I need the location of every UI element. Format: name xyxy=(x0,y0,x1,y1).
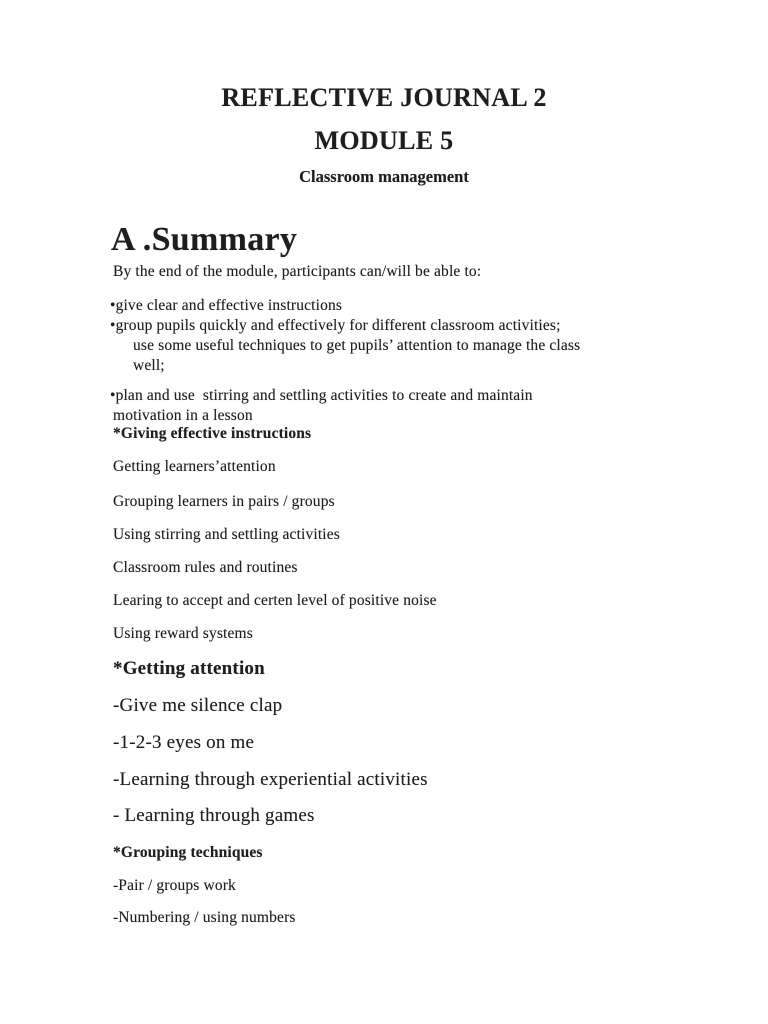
grouping-item: -Numbering / using numbers xyxy=(113,909,296,926)
getting-attention-heading: *Getting attention xyxy=(113,658,265,679)
attention-item: -1-2-3 eyes on me xyxy=(113,732,255,753)
doc-topic-title: Classroom management xyxy=(299,167,469,186)
management-topic-line: Using reward systems xyxy=(113,625,253,642)
giving-instructions-heading: *Giving effective instructions xyxy=(113,425,312,442)
management-topic-line: Grouping learners in pairs / groups xyxy=(113,493,335,510)
doc-title: REFLECTIVE JOURNAL 2 xyxy=(221,83,547,112)
management-topic-line: Learing to accept and certen level of positive noise xyxy=(113,592,437,609)
attention-item: -Give me silence clap xyxy=(113,695,283,716)
objective-line: •group pupils quickly and effectively for different classroom activities; xyxy=(110,317,561,334)
management-topic-line: Classroom rules and routines xyxy=(113,559,298,576)
doc-module-title: MODULE 5 xyxy=(314,126,454,155)
objective-line: •give clear and effective instructions xyxy=(110,297,343,314)
attention-item: -Learning through experiential activities xyxy=(113,769,428,790)
objective-line-wrapped: use some useful techniques to get pupils’ attention to manage the class xyxy=(133,337,581,354)
management-topic-line: Using stirring and settling activities xyxy=(113,526,340,543)
grouping-techniques-heading: *Grouping techniques xyxy=(113,844,263,861)
management-topic-line: Getting learners’attention xyxy=(113,458,276,475)
objective-line: •plan and use stirring and settling activities to create and maintain xyxy=(110,387,533,404)
grouping-item: -Pair / groups work xyxy=(113,877,236,894)
attention-item: - Learning through games xyxy=(113,805,315,826)
summary-intro: By the end of the module, participants can/will be able to: xyxy=(113,263,482,280)
summary-heading: A .Summary xyxy=(111,221,298,258)
objective-line-wrapped: motivation in a lesson xyxy=(113,407,253,424)
objective-line-wrapped: well; xyxy=(133,357,165,374)
